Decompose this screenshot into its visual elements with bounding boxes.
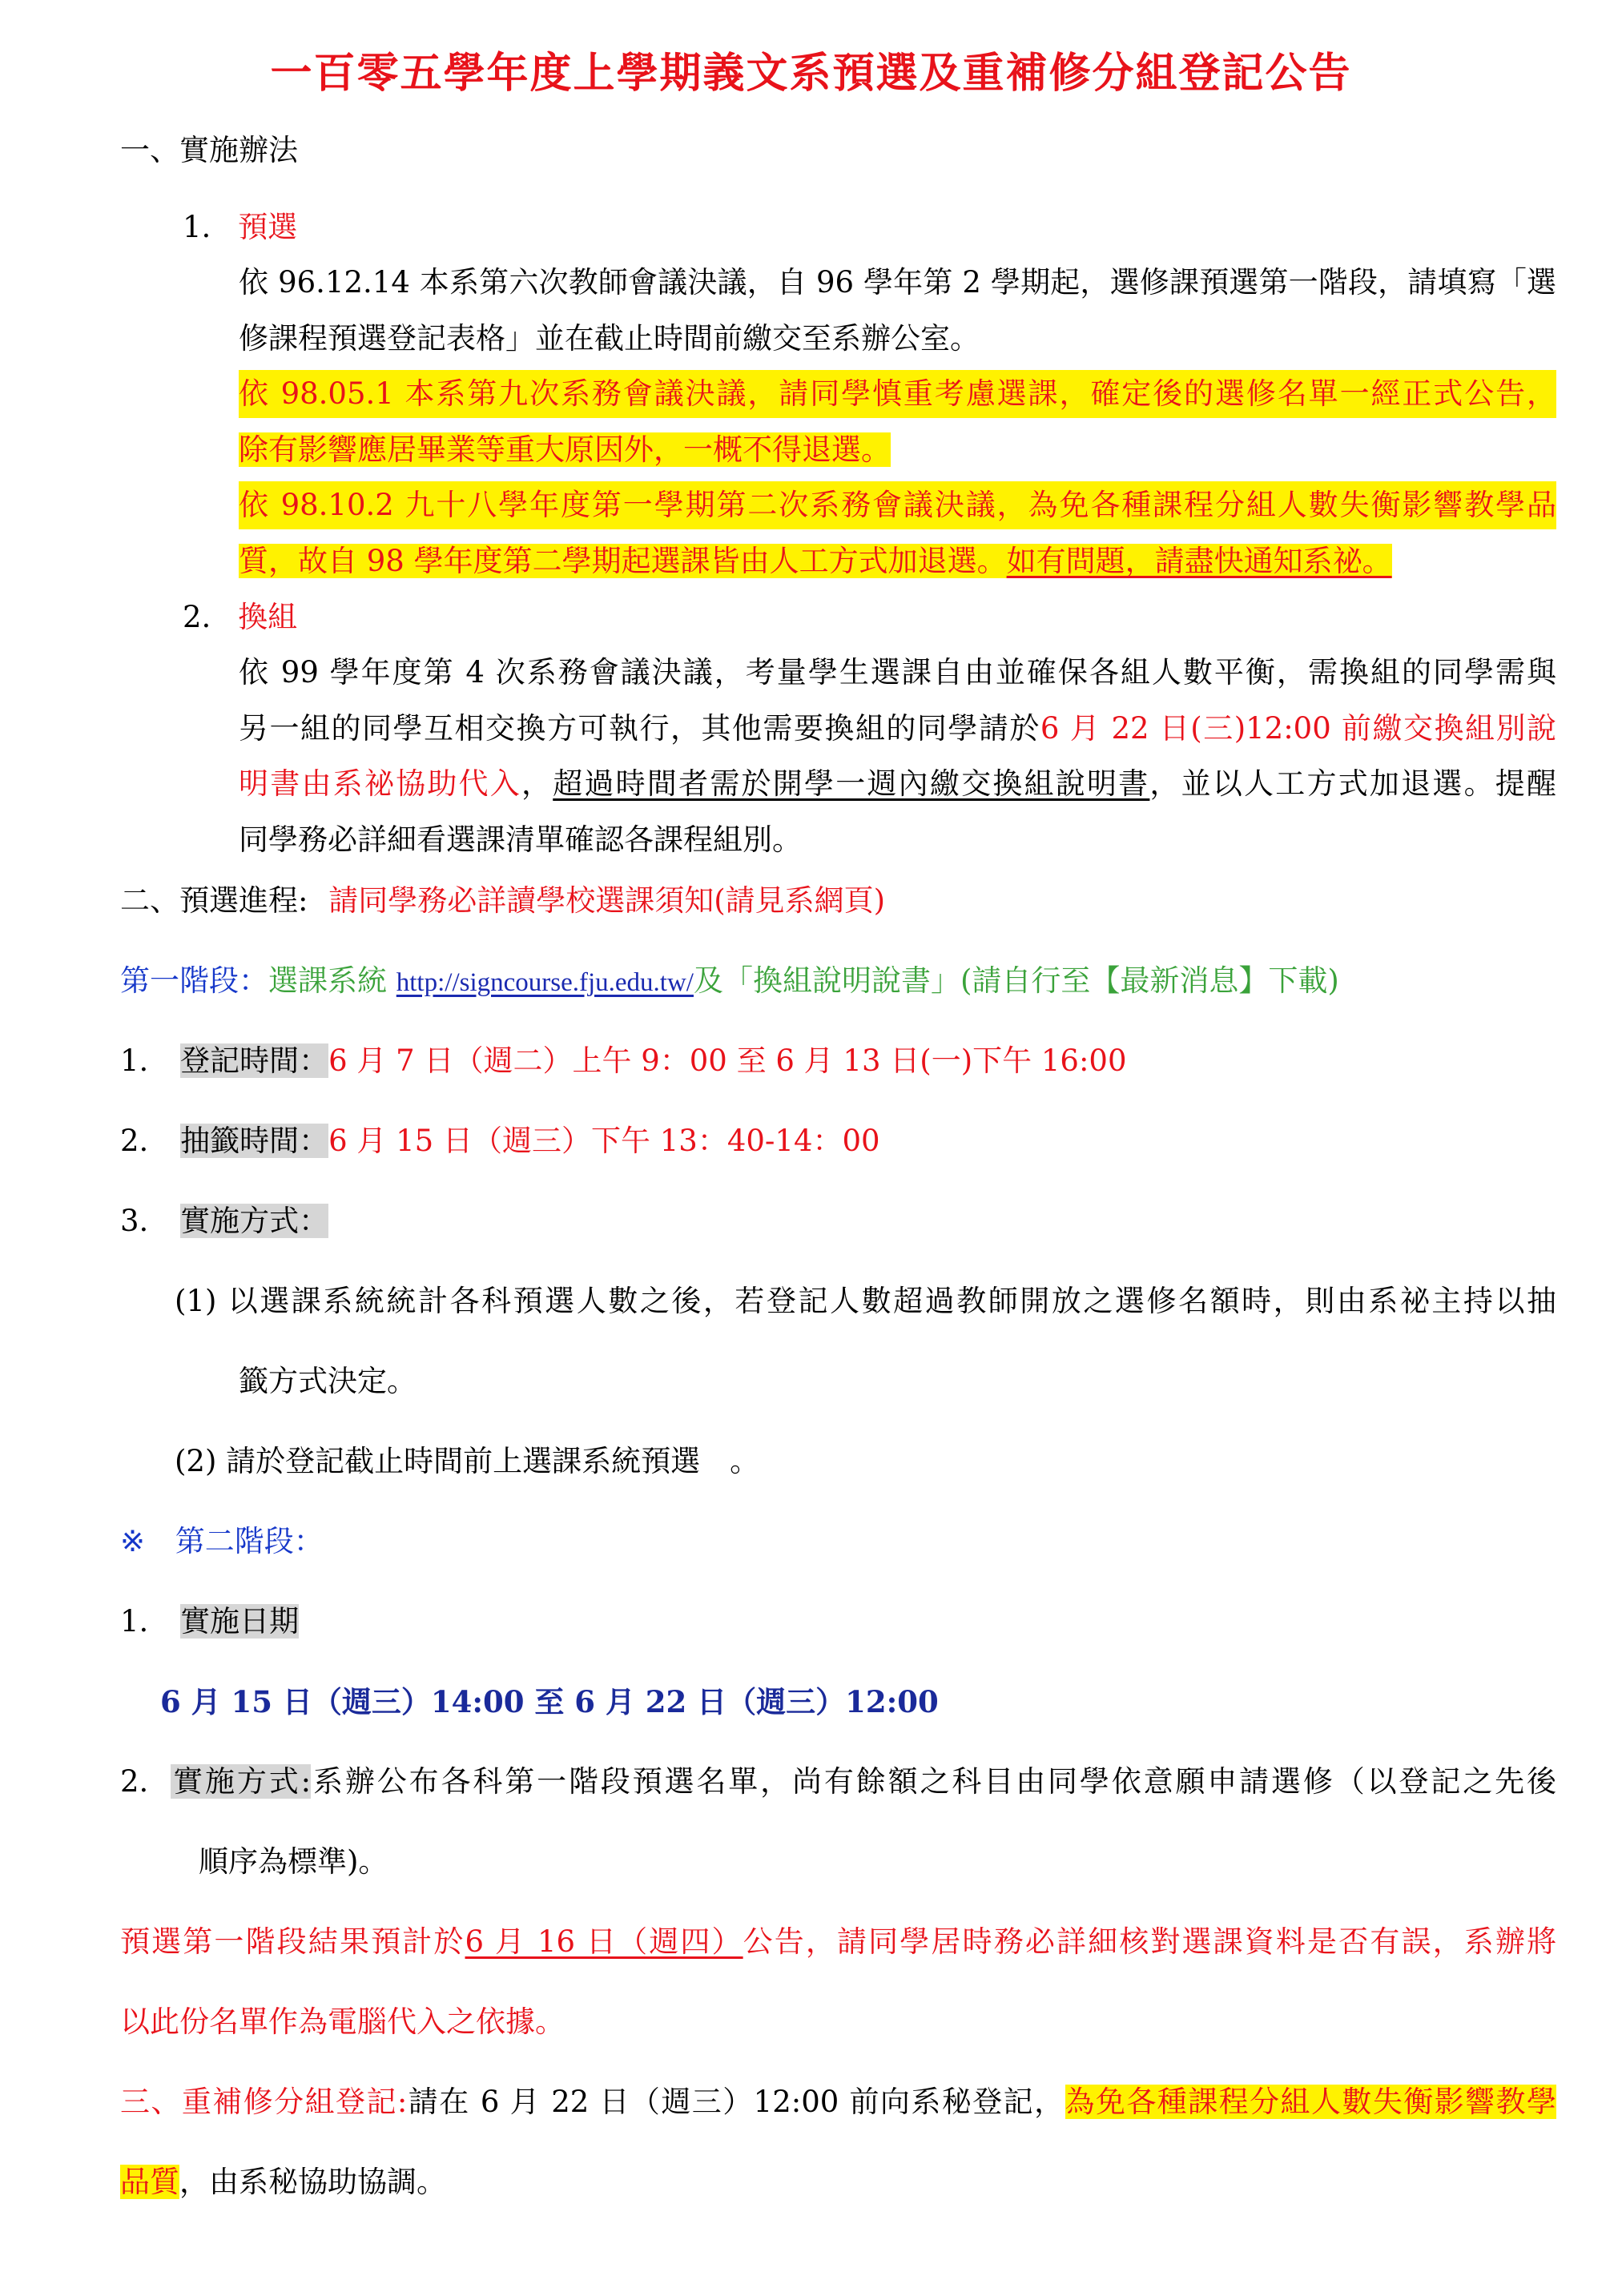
item2-line2a: 另一組的同學互相交換方可執行，其他需要換組的同學請於: [239, 711, 1040, 746]
stage2-mark-icon: ※: [120, 1524, 146, 1558]
stage1-item1-value: 6 月 7 日（週二）上午 9：00 至 6 月 13 日(一)下午 16:00: [328, 1043, 1127, 1078]
stage1-system: 選課系統: [268, 963, 387, 998]
stage1-item3-label: 實施方式：: [180, 1204, 329, 1238]
result-line1a: 預選第一階段結果預計於: [120, 1924, 465, 1959]
item1-para3-line1: [239, 481, 1556, 529]
section1-heading: 一、實施辦法: [120, 133, 298, 167]
page-title: 一百零五學年度上學期義文系預選及重補修分組登記公告: [270, 49, 1352, 98]
item2-line2b: 6 月 22 日(三)12:00 前繳交換組別說: [1040, 711, 1556, 746]
item2-line3c: 超過時間者需於開學一週內繳交換組說明書: [553, 766, 1150, 801]
stage2-item2-line1: [120, 1758, 1556, 1806]
stage2-item1-value: 6 月 15 日（週三）14:00 至 6 月 22 日（週三）12:00: [160, 1684, 939, 1719]
stage2-item1: [120, 1598, 299, 1646]
section3-line2b: ，由系秘協助協調。: [179, 2165, 446, 2199]
stage1-heading: [120, 957, 1339, 1007]
stage1-item3: [120, 1197, 328, 1245]
section3-line2: [120, 2158, 446, 2206]
stage1-form: 「換組說明說書」(請自行至【最新消息】下載): [722, 963, 1339, 998]
item2-line3a: 明書由系祕協助代入: [239, 766, 521, 801]
stage2-item2-line2: 順序為標準)。: [199, 1844, 388, 1879]
stage2-item1-label: 實施日期: [180, 1604, 300, 1639]
item2-number: 2.: [183, 600, 211, 634]
result-line2: 以此份名單作為電腦代入之依據。: [120, 2004, 565, 2039]
method1-line1: (1) 以選課系統統計各科預選人數之後，若登記人數超過教師開放之選修名額時，則由系祕主持以抽: [175, 1284, 1556, 1318]
item1-number: 1.: [183, 210, 211, 244]
section2-heading: 二、預選進程:: [120, 883, 308, 918]
item1-para2-line2: [239, 426, 891, 474]
item2-label: 換組: [238, 600, 298, 634]
stage1-item1: [120, 1037, 1127, 1085]
item1-label: 預選: [238, 210, 298, 244]
signcourse-link[interactable]: http://signcourse.fju.edu.tw/: [396, 968, 694, 997]
stage2-item2-text1: 系辦公布各科第一階段預選名單，尚有餘額之科目由同學依意願申請選修（以登記之先後: [311, 1764, 1556, 1799]
section2-note: 請同學務必詳讀學校選課須知(請見系網頁): [328, 883, 886, 918]
section3-line1: [120, 2078, 1556, 2126]
section2-heading-line: [120, 877, 885, 925]
item2-line1: 依 99 學年度第 4 次系務會議決議，考量學生選課自由並確保各組人數平衡，需換組的同學需與: [239, 655, 1556, 690]
stage2-item2-number: 2.: [120, 1764, 149, 1799]
item1-heading: [183, 203, 297, 251]
highlight-para2-line1: 依 98.05.1 本系第九次系務會議決議，請同學慎重考慮選課，確定後的選修名單一經正式公告，: [239, 370, 1556, 418]
item1-para1-line1: 依 96.12.14 本系第六次教師會議決議，自 96 學年第 2 學期起，選修課預選第一階段，請填寫「選: [239, 265, 1556, 300]
item1-para2-line1: [239, 370, 1556, 418]
item2-line3: [239, 760, 1556, 808]
highlight-para3-line2a: 質，故自 98 學年度第二學期起選課皆由人工方式加退選。: [239, 544, 1007, 578]
stage2-item2-label: 實施方式:: [171, 1764, 312, 1799]
section3-line2a: 品質: [120, 2165, 179, 2199]
highlight-para3-line1: 依 98.10.2 九十八學年度第一學期第二次系務會議決議，為免各種課程分組人數失衡影響教學品: [239, 481, 1556, 529]
stage1-item2-number: 2.: [120, 1124, 149, 1158]
stage2-item1-number: 1.: [120, 1604, 149, 1639]
item2-line2: [239, 705, 1556, 753]
item2-line3d: ，並以人工方式加退選。提醒: [1149, 766, 1557, 801]
item1-para3-line2: [239, 537, 1392, 585]
stage2-label: 第二階段：: [175, 1524, 324, 1558]
result-line1c: 公告，請同學居時務必詳細核對選課資料是否有誤，系辦將: [743, 1924, 1557, 1959]
stage1-item1-label: 登記時間：: [180, 1043, 329, 1078]
stage1-label: 第一階段：: [120, 963, 268, 998]
highlight-para3-line2b: 如有問題，請盡快通知系祕。: [1006, 544, 1392, 578]
stage1-item3-number: 3.: [120, 1204, 149, 1238]
section3-heading: 三、重補修分組登記:: [120, 2085, 408, 2119]
stage2-heading: [120, 1518, 324, 1566]
result-line1b: 6 月 16 日（週四）: [465, 1924, 743, 1959]
stage1-item2-label: 抽籤時間：: [180, 1124, 329, 1158]
section3-line1b: 為免各種課程分組人數失衡影響教學: [1065, 2085, 1556, 2119]
item2-line4: 同學務必詳細看選課清單確認各課程組別。: [239, 822, 802, 857]
method2: (2) 請於登記截止時間前上選課系統預選 。: [175, 1444, 760, 1478]
stage1-item1-number: 1.: [120, 1043, 149, 1078]
stage1-item2: [120, 1117, 880, 1165]
highlight-para2-line2: 除有影響應居畢業等重大原因外，一概不得退選。: [239, 432, 891, 467]
item2-line3b: ，: [521, 766, 553, 801]
stage1-conj: 及: [693, 963, 723, 998]
result-line1: [120, 1918, 1556, 1966]
method1-line2: 籤方式決定。: [239, 1364, 417, 1398]
stage1-item2-value: 6 月 15 日（週三）下午 13：40-14：00: [328, 1124, 880, 1158]
section3-line1a: 請在 6 月 22 日（週三）12:00 前向系秘登記，: [407, 2085, 1065, 2119]
item1-para1-line2: 修課程預選登記表格」並在截止時間前繳交至系辦公室。: [239, 321, 980, 356]
item2-heading: [183, 593, 297, 641]
